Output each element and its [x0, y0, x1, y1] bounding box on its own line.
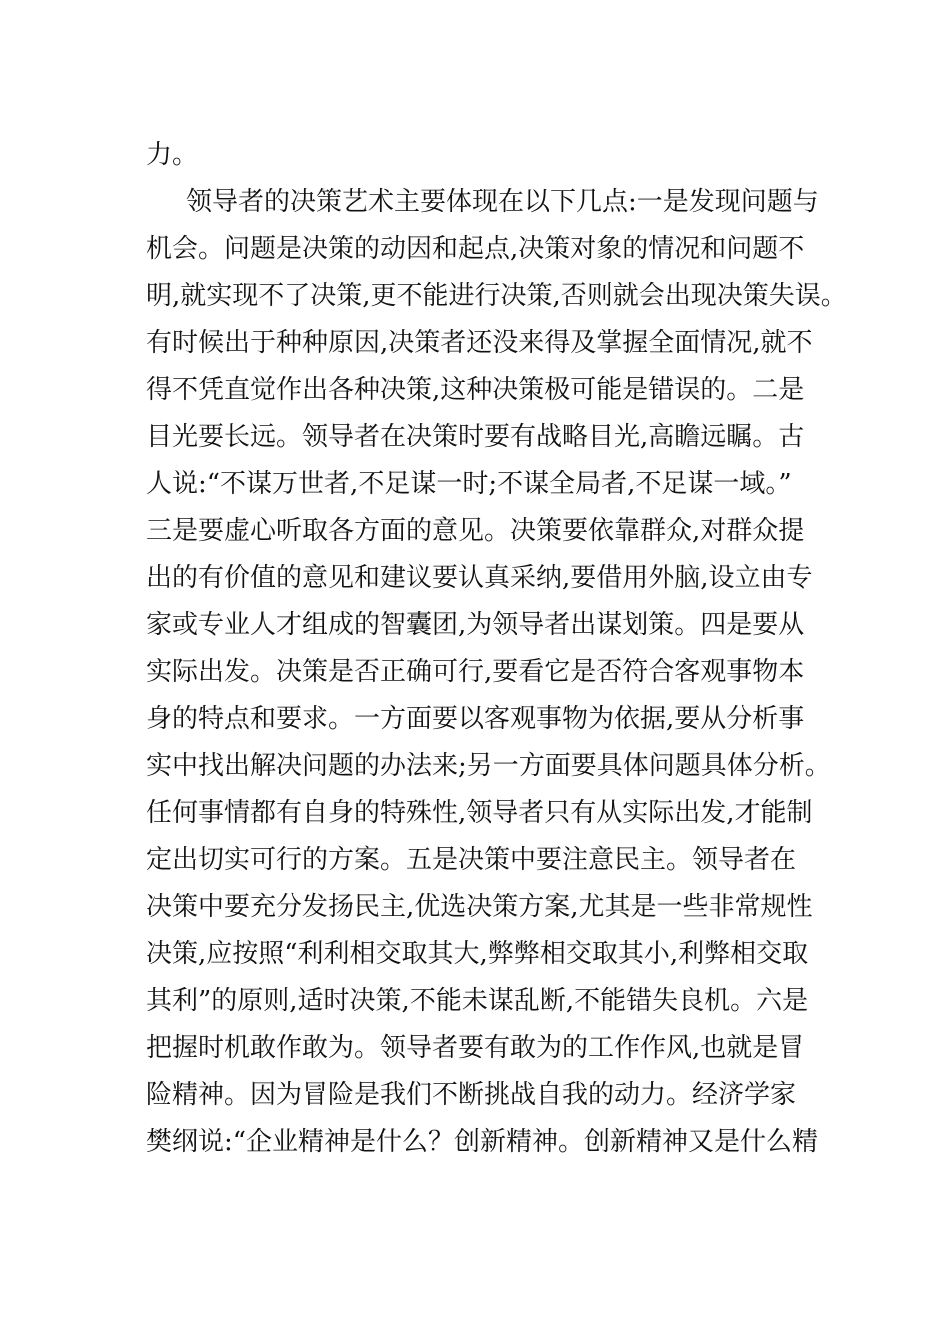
text-line-18: 决策,应按照“利利相交取其大,弊弊相交取其小,利弊相交取	[146, 939, 809, 969]
text-line-1: 力。	[146, 140, 199, 170]
text-line-20: 把握时机敢作敢为。领导者要有敢为的工作作风,也就是冒	[146, 1033, 805, 1063]
text-line-3: 机会。问题是决策的动因和起点,决策对象的情况和问题不	[146, 234, 805, 264]
text-line-7: 目光要长远。领导者在决策时要有战略目光,高瞻远瞩。古	[146, 422, 805, 452]
text-line-19: 其利”的原则,适时决策,不能未谋乱断,不能错失良机。六是	[146, 986, 809, 1016]
text-line-10: 出的有价值的意见和建议要认真采纳,要借用外脑,设立由专	[146, 563, 813, 593]
text-line-21: 险精神。因为冒险是我们不断挑战自我的动力。经济学家	[146, 1080, 797, 1110]
text-line-14: 实中找出解决问题的办法来;另一方面要具体问题具体分析。	[146, 751, 831, 781]
text-line-8: 人说:“不谋万世者,不足谋一时;不谋全局者,不足谋一域。”	[146, 469, 792, 499]
text-line-9: 三是要虚心听取各方面的意见。决策要依靠群众,对群众提	[146, 516, 805, 546]
text-line-6: 得不凭直觉作出各种决策,这种决策极可能是错误的。二是	[146, 375, 805, 405]
text-line-2: 领导者的决策艺术主要体现在以下几点:一是发现问题与	[186, 187, 819, 217]
text-line-4: 明,就实现不了决策,更不能进行决策,否则就会出现决策失误。	[146, 281, 847, 311]
text-line-16: 定出切实可行的方案。五是决策中要注意民主。领导者在	[146, 845, 797, 875]
text-line-17: 决策中要充分发扬民主,优选决策方案,尤其是一些非常规性	[146, 892, 813, 922]
text-line-22: 樊纲说:“企业精神是什么？创新精神。创新精神又是什么精	[146, 1127, 819, 1157]
text-line-13: 身的特点和要求。一方面要以客观事物为依据,要从分析事	[146, 704, 805, 734]
text-line-12: 实际出发。决策是否正确可行,要看它是否符合客观事物本	[146, 657, 805, 687]
text-line-5: 有时候出于种种原因,决策者还没来得及掌握全面情况,就不	[146, 328, 813, 358]
text-line-15: 任何事情都有自身的特殊性,领导者只有从实际出发,才能制	[146, 798, 813, 828]
text-line-11: 家或专业人才组成的智囊团,为领导者出谋划策。四是要从	[146, 610, 805, 640]
